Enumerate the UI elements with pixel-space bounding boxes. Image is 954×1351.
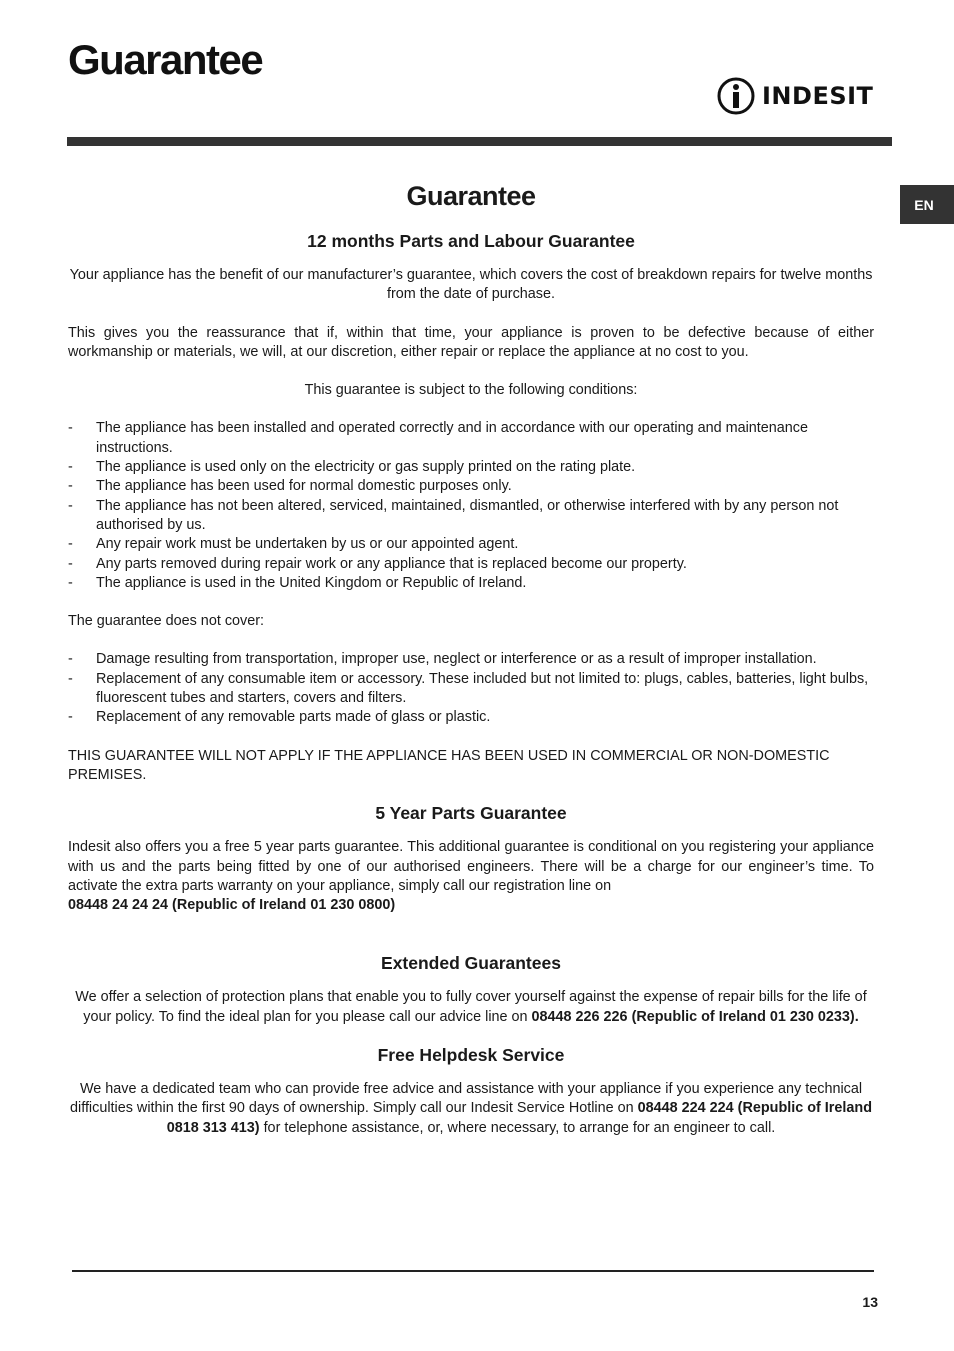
list-item: - The appliance has been used for normal domestic purposes only. [68,477,874,496]
heading-free-helpdesk: Free Helpdesk Service [377,1045,565,1066]
heading-5-year-parts: 5 Year Parts Guarantee [375,803,567,824]
helpdesk-text: We have a dedicated team who can provide free advice and assistance with your appliance if you experience any technical difficulties within the first 90 days of ownership. Simply call our Indesit Service Hotline on [70,1081,863,1117]
section-title: Guarantee [406,181,536,211]
list-item: - Replacement of any consumable item or accessory. These included but not limited to: plugs, cables, batteries, light bulbs, fluorescent tubes and starters, covers and filters. [68,670,874,709]
helpdesk-text-end: for telephone assistance, or, where necessary, to arrange for an engineer to call. [263,1119,776,1136]
advice-phone: 08448 226 226 (Republic of Ireland 01 230 0233). [531,1008,859,1025]
list-item: - The appliance is used only on the electricity or gas supply printed on the rating plate. [68,458,874,477]
list-item: - The appliance is used in the United Kingdom or Republic of Ireland. [68,574,874,593]
extended-text: We offer a selection of protection plans that enable you to fully cover yourself against the expense of repair bills for the life of your policy. To find the ideal plan for you please call our advice line on [75,989,867,1025]
guarantee-reassurance: This gives you the reassurance that if, within that time, your appliance is proven to be defective because of either workmanship or materials, we will, at our discretion, either repair or replace the appliance at no cost to you. [68,324,874,360]
header-divider [67,137,892,146]
conditions-list [68,419,874,593]
heading-12-months-guarantee: 12 months Parts and Labour Guarantee [307,231,635,251]
not-covered-intro: The guarantee does not cover: [68,613,265,630]
list-item: - Replacement of any removable parts made of glass or plastic. [68,708,874,727]
page-number: 13 [862,1294,878,1310]
language-tab: EN [900,185,954,224]
five-year-text: Indesit also offers you a free 5 year parts guarantee. This additional guarantee is conditional on you registering your appliance with us and the parts being fitted by one of our authorised engineers. There will be a charge for our engineer’s time. To activate the extra parts warranty on your appliance, simply call our registration line on [68,839,874,894]
brand-name: INDESIT [762,82,874,110]
five-year-body [68,838,874,915]
guarantee-content [68,176,874,1138]
page-header-title: Guarantee [68,36,263,83]
not-covered-list [68,650,874,727]
list-item: - Any repair work must be undertaken by us or our appointed agent. [68,535,874,554]
helpdesk-body [68,1080,874,1138]
brand-logo [716,76,873,116]
service-hotline-phone: 08448 224 224 (Republic of Ireland 0818 313 413) [166,1100,872,1136]
extended-body [68,988,874,1027]
conditions-intro: This guarantee is subject to the following conditions: [304,382,638,399]
guarantee-warning: THIS GUARANTEE WILL NOT APPLY IF THE APPLIANCE HAS BEEN USED IN COMMERCIAL OR NON-DOMESTIC PREMISES. [68,747,830,783]
guarantee-intro: Your appliance has the benefit of our manufacturer’s guarantee, which covers the cost of breakdown repairs for twelve months from the date of purchase. [69,267,873,303]
list-item: - Damage resulting from transportation, improper use, neglect or interference or as a result of improper installation. [68,650,874,669]
list-item: - The appliance has not been altered, serviced, maintained, dismantled, or otherwise interfered with by any person not authorised by us. [68,497,874,536]
list-item: - The appliance has been installed and operated correctly and in accordance with our operating and maintenance instructions. [68,419,874,458]
registration-phone: 08448 24 24 24 (Republic of Ireland 01 230 0800) [68,897,396,914]
footer-divider [72,1270,874,1272]
list-item: - Any parts removed during repair work or any appliance that is replaced become our property. [68,555,874,574]
indesit-logo-icon [716,76,756,116]
heading-extended-guarantees: Extended Guarantees [381,953,561,974]
